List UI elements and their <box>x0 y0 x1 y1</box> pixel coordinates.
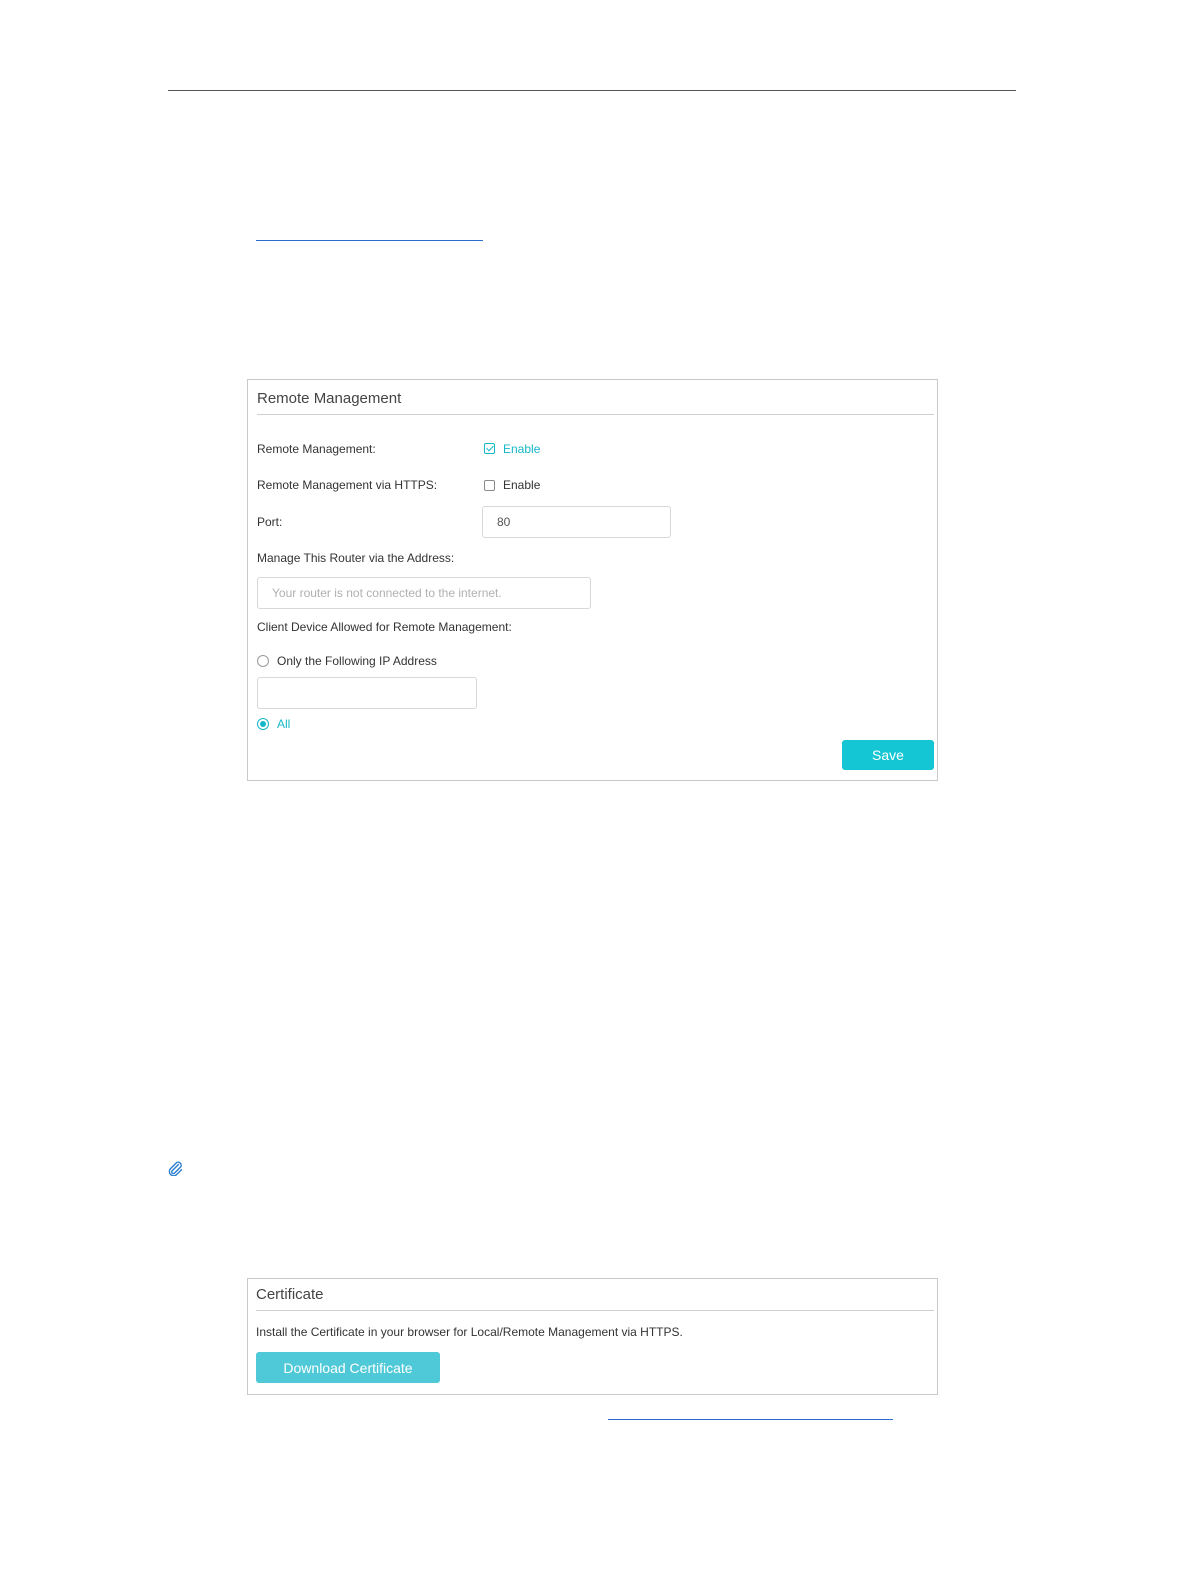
address-label: Manage This Router via the Address: <box>257 551 455 565</box>
only-ip-label[interactable]: Only the Following IP Address <box>277 654 437 668</box>
https-label: Remote Management via HTTPS: <box>257 478 438 492</box>
https-checkbox[interactable] <box>484 480 495 491</box>
download-certificate-button[interactable]: Download Certificate <box>256 1352 440 1383</box>
save-button[interactable]: Save <box>842 740 934 770</box>
hyperlink-underline-bottom[interactable] <box>608 1419 893 1420</box>
paperclip-icon <box>167 1160 183 1176</box>
certificate-description: Install the Certificate in your browser for Local/Remote Management via HTTPS. <box>256 1325 683 1339</box>
panel-divider <box>257 414 934 415</box>
certificate-title: Certificate <box>256 1286 324 1303</box>
remote-management-enable-label[interactable]: Enable <box>503 442 541 456</box>
port-input[interactable] <box>482 506 671 538</box>
certificate-divider <box>256 1310 934 1311</box>
only-ip-radio[interactable] <box>257 655 269 667</box>
https-enable-label[interactable]: Enable <box>503 478 541 492</box>
panel-title: Remote Management <box>257 390 402 407</box>
port-label: Port: <box>257 515 283 529</box>
ip-address-input[interactable] <box>257 677 477 709</box>
address-input[interactable] <box>257 577 591 609</box>
hyperlink-underline[interactable] <box>256 240 483 241</box>
client-device-label: Client Device Allowed for Remote Management: <box>257 620 512 634</box>
remote-management-label: Remote Management: <box>257 442 376 456</box>
certificate-panel <box>247 1278 938 1395</box>
remote-management-checkbox[interactable] <box>484 443 495 454</box>
page-header-rule <box>168 90 1016 91</box>
all-radio[interactable] <box>257 718 269 730</box>
all-label[interactable]: All <box>277 717 291 731</box>
remote-management-panel <box>247 379 938 781</box>
